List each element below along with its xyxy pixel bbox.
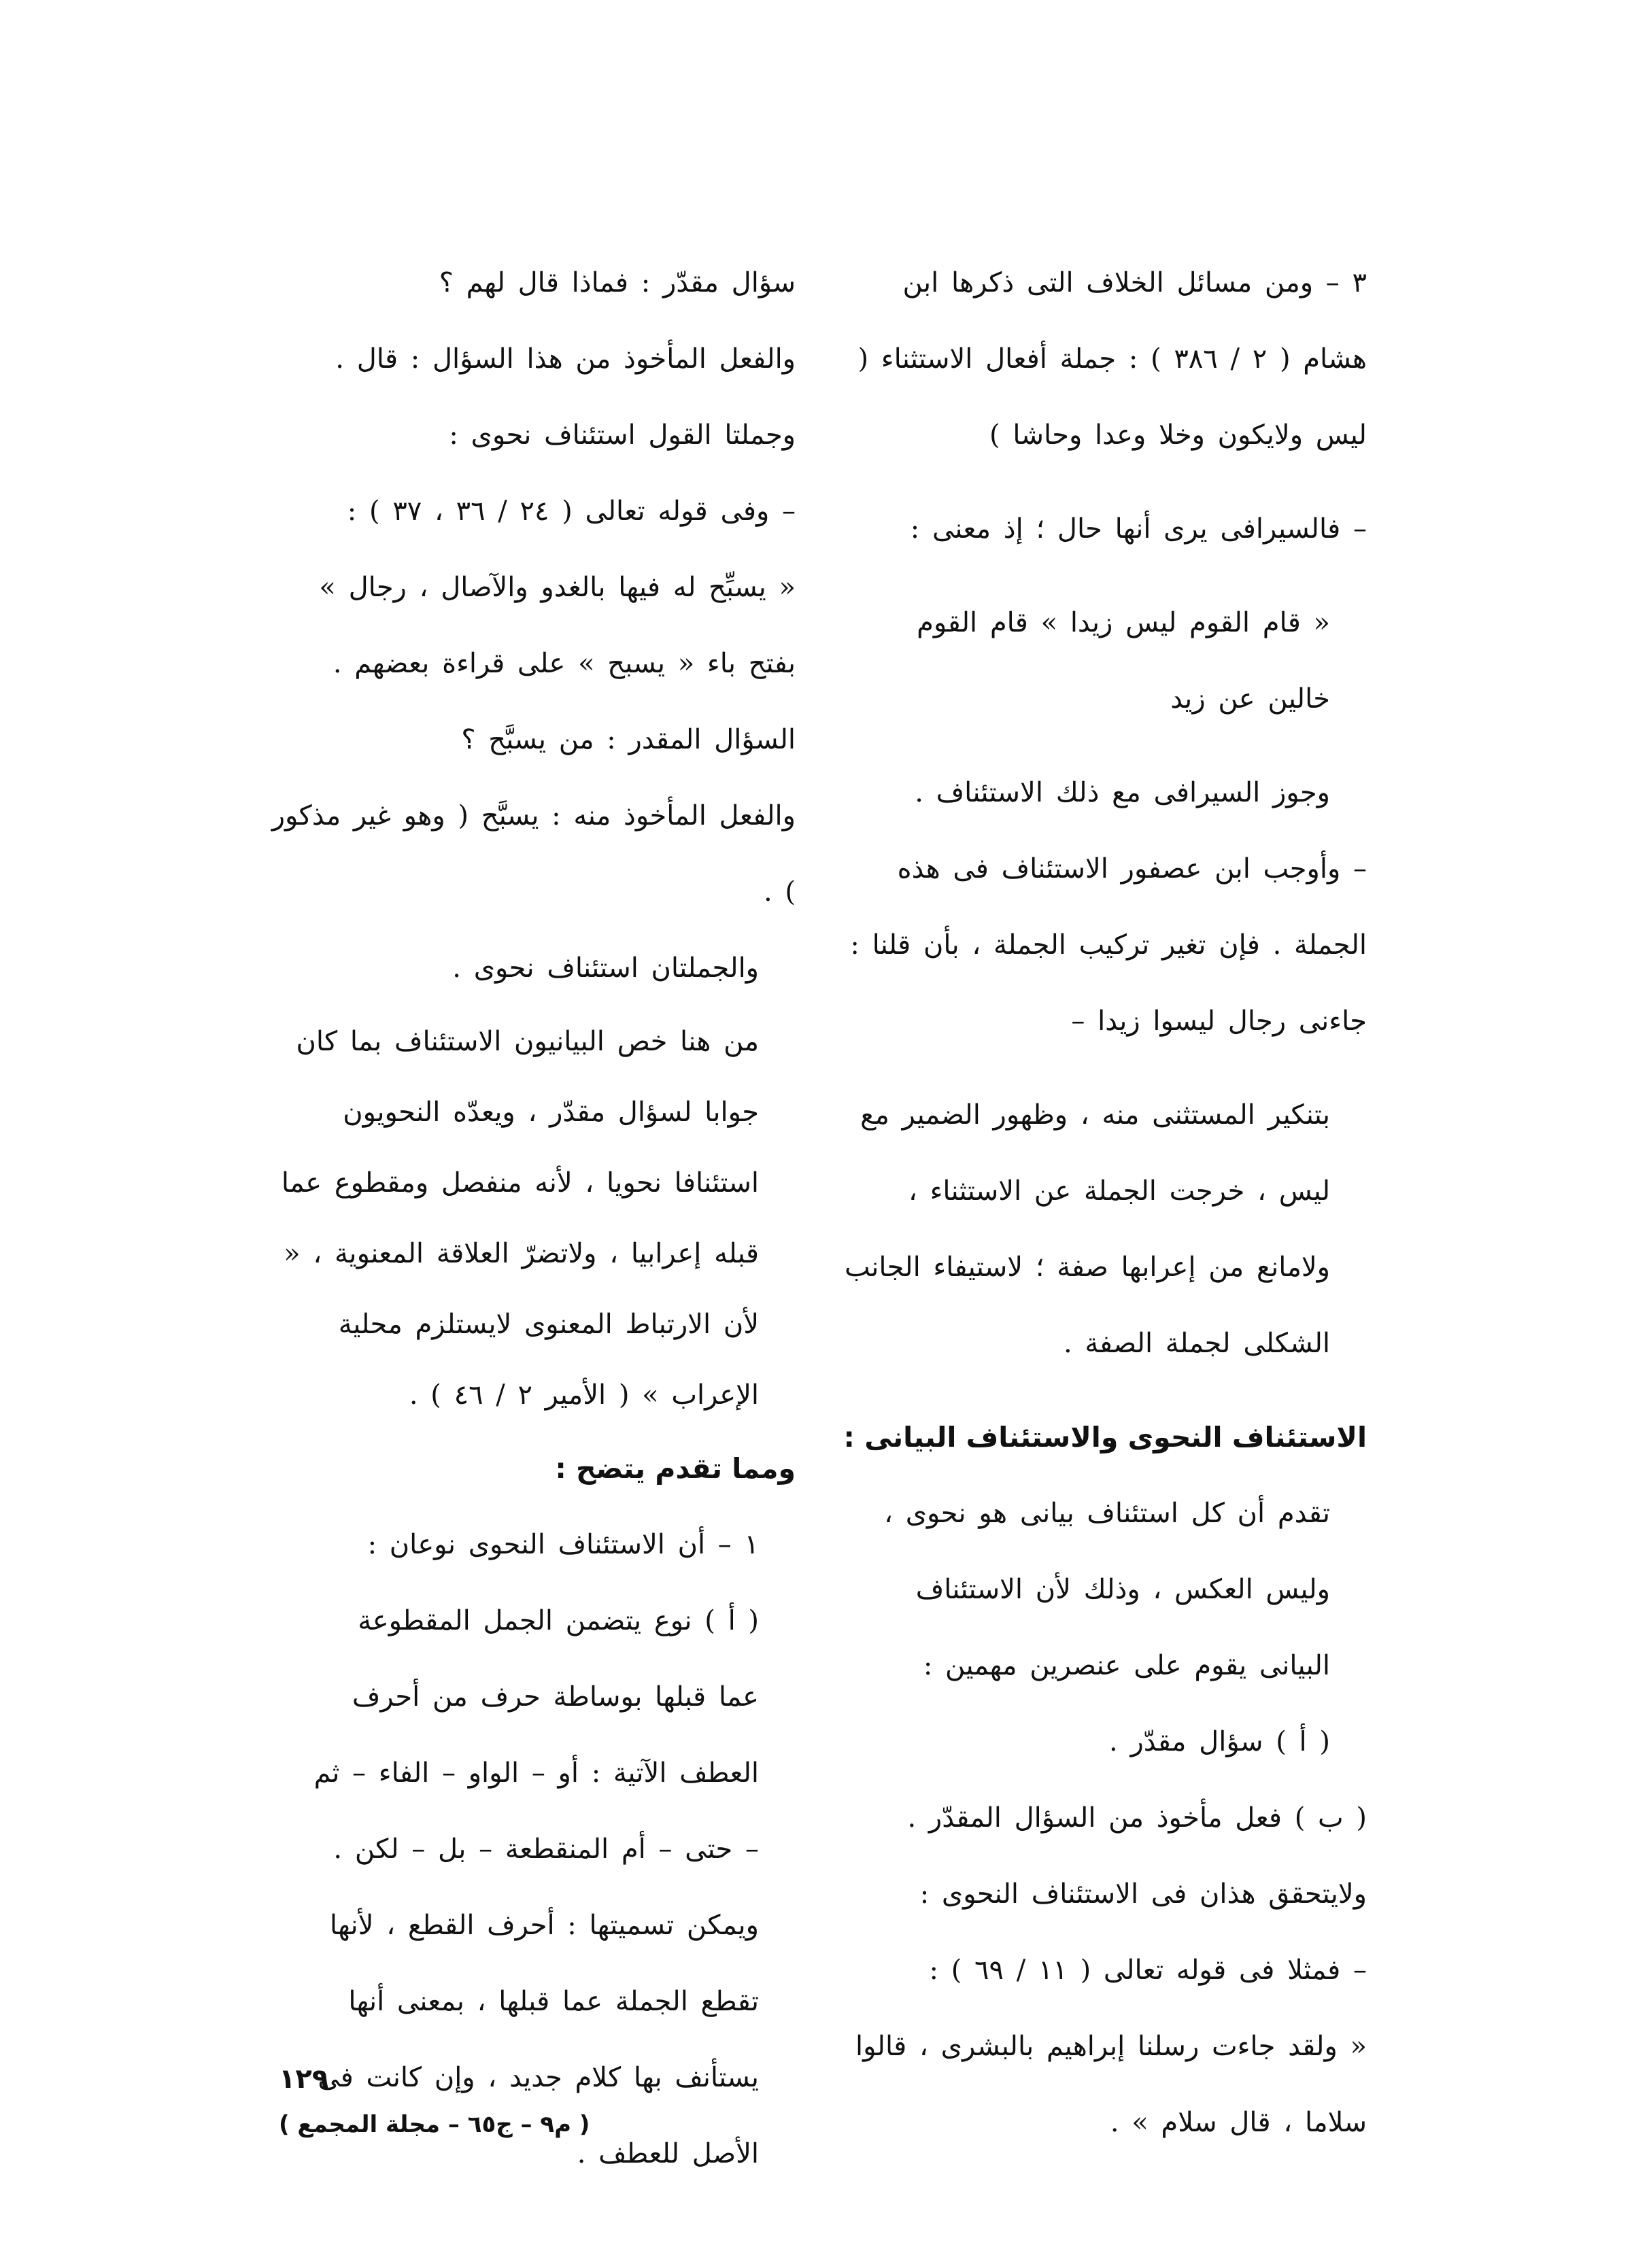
paragraph-right-2: – فالسيرافى يرى أنها حال ؛ إذ معنى : bbox=[910, 513, 1367, 545]
paragraph-left-1: سؤال مقدّر : فماذا قال لهم ؟ bbox=[439, 267, 796, 298]
paragraph-left-7: والفعل المأخوذ منه : يسبَّح ( وهو غير مذكور ) . bbox=[271, 800, 796, 908]
paragraph-right-5: – وأوجب ابن عصفور الاستئناف فى هذه الجملة . فإن تغير تركيب الجملة ، بأن قلنا : جاءنى رجال ليسوا زيدا – bbox=[850, 853, 1367, 1037]
left-column bbox=[265, 245, 796, 2192]
paragraph-left-5: « يسبِّح له فيها بالغدو والآصال ، رجال » بفتح باء « يسبح » على قراءة بعضهم . bbox=[319, 572, 796, 679]
footer-note: ( م٩ – ج٦٥ – مجلة المجمع ) bbox=[279, 2111, 590, 2138]
paragraph-right-10: ولايتحقق هذان فى الاستئناف النحوى : bbox=[919, 1878, 1367, 1910]
right-column bbox=[843, 245, 1367, 2161]
paragraph-right-4: وجوز السيرافى مع ذلك الاستئناف . bbox=[915, 777, 1330, 808]
paragraph-left-10: ١ – أن الاستئناف النحوى نوعان : bbox=[367, 1529, 759, 1560]
paragraph-right-1: ٣ – ومن مسائل الخلاف التى ذكرها ابن هشام ( ٢ / ٣٨٦ ) : جملة أفعال الاستثناء ( ليس ولايكون وخلا وعدا وحاشا ) bbox=[857, 267, 1367, 451]
paragraph-left-12: ويمكن تسميتها : أحرف القطع ، لأنها تقطع الجملة عما قبلها ، بمعنى أنها يستأنف بها كلام جديد ، وإن كانت فى الأصل للعطف . bbox=[318, 1910, 759, 2169]
paragraph-left-2: والفعل المأخوذ من هذا السؤال : قال . bbox=[335, 343, 796, 375]
paragraph-left-4: – وفى قوله تعالى ( ٢٤ / ٣٦ ، ٣٧ ) : bbox=[347, 496, 796, 527]
paragraph-left-8: والجملتان استئناف نحوى . bbox=[452, 952, 759, 984]
section-heading-left: ومما تقدم يتضح : bbox=[555, 1452, 796, 1485]
paragraph-left-11: ( أ ) نوع يتضمن الجمل المقطوعة عما قبلها بوساطة حرف من أحرف العطف الآتية : أو – الواو – الفاء – ثم – حتى – أم المنقطعة – بل – لكن . bbox=[313, 1605, 759, 1865]
page-number: ١٢٩ bbox=[279, 2063, 329, 2095]
paragraph-right-12: « ولقد جاءت رسلنا إبراهيم بالبشرى ، قالوا سلاما ، قال سلام » . bbox=[855, 2031, 1367, 2138]
paragraph-right-8: ( أ ) سؤال مقدّر . bbox=[1109, 1726, 1330, 1757]
paragraph-right-3: « قام القوم ليس زيدا » قام القوم خالين عن زيد bbox=[917, 607, 1330, 715]
paragraph-right-7: تقدم أن كل استئناف بيانى هو نحوى ، وليس العكس ، وذلك لأن الاستئناف البيانى يقوم على عنصرين مهمين : bbox=[884, 1498, 1330, 1681]
paragraph-left-9: من هنا خص البيانيون الاستئناف بما كان جوابا لسؤال مقدّر ، ويعدّه النحويون استئنافا نحويا ، لأنه منفصل ومقطوع عما قبله إعرابيا ، ولاتضرّ العلاقة المعنوية ، « لأن الارتباط المعنوى لايستلزم محلية الإعراب » ( الأمير ٢ / ٤٦ ) . bbox=[281, 1026, 759, 1411]
paragraph-right-6: بتنكير المستثنى منه ، وظهور الضمير مع ليس ، خرجت الجملة عن الاستثناء ، ولامانع من إعرابها صفة ؛ لاستيفاء الجانب الشكلى لجملة الصفة . bbox=[844, 1099, 1330, 1359]
paragraph-right-11: – فمثلا فى قوله تعالى ( ١١ / ٦٩ ) : bbox=[929, 1955, 1367, 1986]
section-heading-right: الاستئناف النحوى والاستئناف البيانى : bbox=[843, 1421, 1367, 1454]
paragraph-left-3: وجملتا القول استئناف نحوى : bbox=[449, 419, 796, 451]
paragraph-right-9: ( ب ) فعل مأخوذ من السؤال المقدّر . bbox=[907, 1802, 1367, 1834]
paragraph-left-6: السؤال المقدر : من يسبَّح ؟ bbox=[461, 724, 796, 755]
